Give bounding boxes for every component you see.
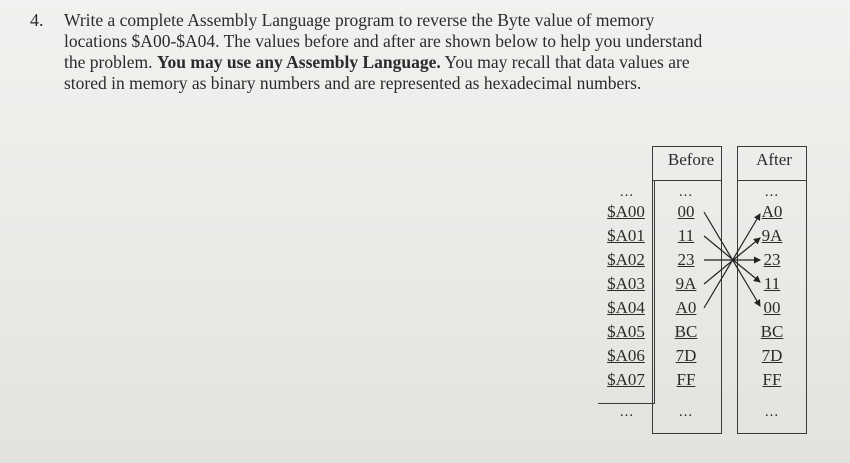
before-header: Before [667,150,715,169]
address-ellipsis-top: ... [619,184,635,200]
after-value-cell: 00 [763,298,781,317]
question-text [64,10,824,94]
address-cell: $A01 [607,226,645,245]
question-emphasis: You may use any Assembly Language. [156,52,441,72]
question-line-1: Write a complete Assembly Language program to reverse the Byte value of memory [64,10,655,30]
after-value-cell: 9A [761,226,783,245]
after-value-cell: BC [760,322,784,341]
after-ellipsis-top: ... [764,184,780,200]
question-line-3 [64,52,824,73]
before-value-cell: 9A [675,274,697,293]
after-value-cell: 7D [761,346,783,365]
question-line-3-end: You may recall that data values are [440,52,690,72]
before-value-cell: 00 [677,202,695,221]
address-cell: $A03 [607,274,645,293]
after-value-cell: FF [762,370,782,389]
before-value-cell: 7D [675,346,697,365]
before-value-cell: A0 [675,298,697,317]
address-cell: $A05 [607,322,645,341]
before-value-cell: FF [676,370,696,389]
after-value-cell: 23 [763,250,781,269]
address-ellipsis-bottom: ... [619,404,635,420]
after-ellipsis-bottom: ... [764,404,780,420]
question-number: 4. [30,10,44,30]
question-line-4: stored in memory as binary numbers and are represented as hexadecimal numbers. [64,73,642,93]
question-line-3-start: the problem. [64,52,157,72]
after-header: After [756,150,792,169]
after-value-cell: 11 [763,274,781,293]
before-value-cell: 23 [677,250,695,269]
address-cell: $A02 [607,250,645,269]
after-value-cell: A0 [761,202,783,221]
address-cell: $A06 [607,346,645,365]
before-value-cell: 11 [677,226,695,245]
before-value-cell: BC [674,322,698,341]
before-ellipsis-bottom: ... [678,404,694,420]
before-ellipsis-top: ... [678,184,694,200]
address-cell: $A04 [607,298,645,317]
address-cell: $A00 [607,202,645,221]
address-cell: $A07 [607,370,645,389]
question-line-2: locations $A00-$A04. The values before and after are shown below to help you understand [64,31,703,51]
